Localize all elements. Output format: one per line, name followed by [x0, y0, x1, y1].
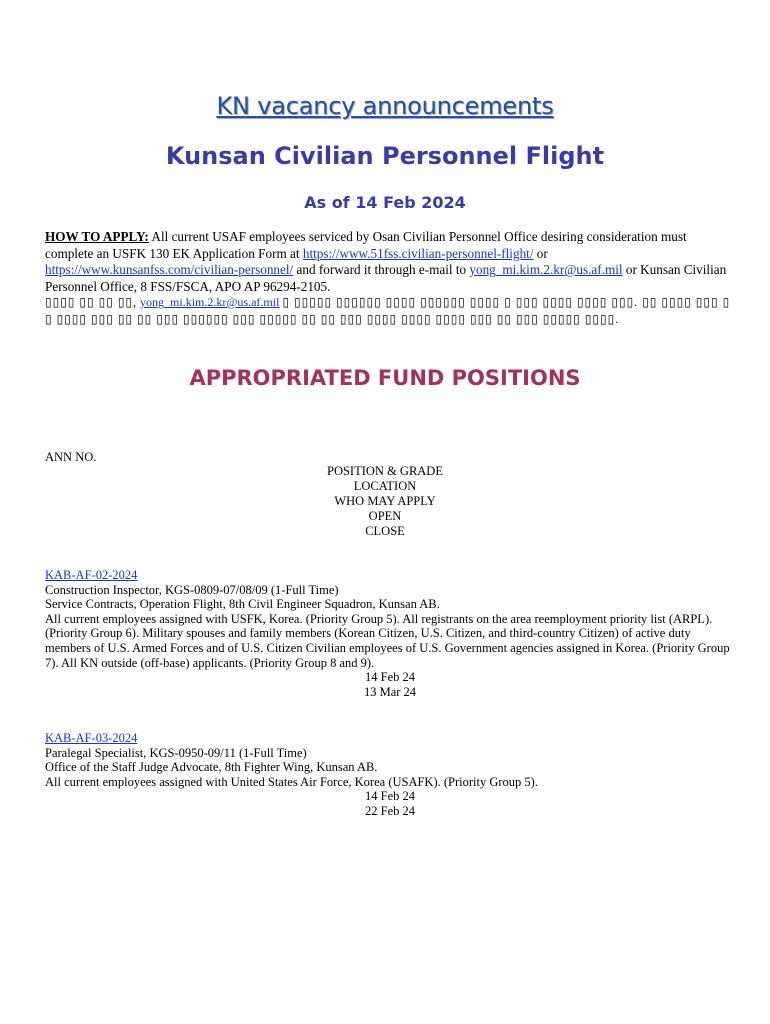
page-subtitle: Kunsan Civilian Personnel Flight: [165, 142, 605, 170]
announcement-link[interactable]: KAB-AF-02-2024: [45, 568, 138, 582]
header-location: LOCATION: [353, 479, 417, 493]
how-to-apply-text-2: or: [536, 245, 548, 261]
announcement-open: 14 Feb 24: [365, 670, 415, 685]
section-title: APPROPRIATED FUND POSITIONS: [189, 366, 581, 390]
korean-email-link[interactable]: yong_mi.kim.2.kr@us.af.mil: [140, 295, 280, 309]
announcement-entry: [45, 731, 735, 819]
table-header: [0, 464, 770, 539]
link-kunsanfss[interactable]: https://www.kunsanfss.com/civilian-personnel/: [45, 262, 294, 277]
announcement-position: Construction Inspector, KGS-0809-07/08/09 (1-Full Time): [45, 582, 339, 597]
korean-notice: [45, 294, 735, 328]
header-position: POSITION & GRADE: [327, 464, 443, 478]
how-to-apply-text-4: or Kunsan Civilian Personnel Office, 8 FSS/FSCA, APO AP 96294-2105.: [45, 262, 727, 294]
header-close: CLOSE: [365, 524, 405, 538]
announcement-location: Office of the Staff Judge Advocate, 8th Fighter Wing, Kunsan AB.: [45, 760, 378, 775]
korean-notice-part-1: ▯▯▯▯ ▯▯ ▯▯ ▯▯,: [45, 295, 138, 309]
page-title: KN vacancy announcements: [216, 92, 554, 120]
announcement-who: All current employees assigned with USFK, Korea. (Priority Group 5). All registrants on the area reemployment priority list (ARPL). (Priority Group 6). Military spouses and family members (Korean Citizen, U.S. Citizen, and third-country Citizen) of active duty members of U.S. Armed Forces and of U.S. Citizen Civilian employees of U.S. Government agencies assigned in Korea. (Priority Group 7). All KN outside (off-base) applicants. (Priority Group 8 and 9).: [45, 611, 730, 670]
announcement-open: 14 Feb 24: [365, 789, 415, 804]
announcement-link[interactable]: KAB-AF-03-2024: [45, 731, 138, 745]
how-to-apply-text-1: All current USAF employees serviced by Osan Civilian Personnel Office desiring consideration must complete an USFK 130 EK Application Form at: [45, 229, 687, 261]
header-open: OPEN: [368, 509, 402, 523]
announcement-who: All current employees assigned with United States Air Force, Korea (USAFK). (Priority Group 5).: [45, 774, 538, 789]
link-51fss[interactable]: https://www.51fss.civilian-personnel-flight/: [302, 245, 534, 261]
email-link[interactable]: yong_mi.kim.2.kr@us.af.mil: [469, 262, 623, 277]
how-to-apply-text-3: and forward it through e-mail to: [296, 262, 467, 277]
announcement-position: Paralegal Specialist, KGS-0950-09/11 (1-Full Time): [45, 745, 307, 760]
as-of-date: As of 14 Feb 2024: [304, 193, 466, 212]
header-ann-no: ANN NO.: [45, 450, 97, 464]
how-to-apply-label: HOW TO APPLY:: [45, 229, 149, 244]
announcement-close: 22 Feb 24: [365, 803, 415, 818]
how-to-apply-paragraph: [45, 229, 735, 295]
header-who: WHO MAY APPLY: [334, 494, 436, 508]
announcement-close: 13 Mar 24: [363, 684, 417, 699]
announcement-location: Service Contracts, Operation Flight, 8th Civil Engineer Squadron, Kunsan AB.: [45, 597, 440, 612]
announcement-entry: [45, 568, 735, 699]
korean-notice-part-2: ▯ ▯▯▯▯▯ ▯▯▯▯▯▯ ▯▯▯▯ ▯▯▯▯▯▯ ▯▯▯▯ ▯ ▯▯▯ ▯▯▯▯ ▯▯▯▯ ▯▯▯. ▯▯ ▯▯▯▯ ▯▯▯ ▯ ▯ ▯▯▯▯ ▯▯▯ ▯▯ ▯▯ ▯▯▯ ▯▯▯▯▯▯ ▯▯▯ ▯▯▯▯▯ ▯▯ ▯▯ ▯▯▯ ▯▯▯▯ ▯▯▯▯ ▯▯▯▯ ▯▯▯ ▯▯ ▯▯▯ ▯▯▯▯▯ ▯▯▯▯.: [45, 295, 731, 326]
